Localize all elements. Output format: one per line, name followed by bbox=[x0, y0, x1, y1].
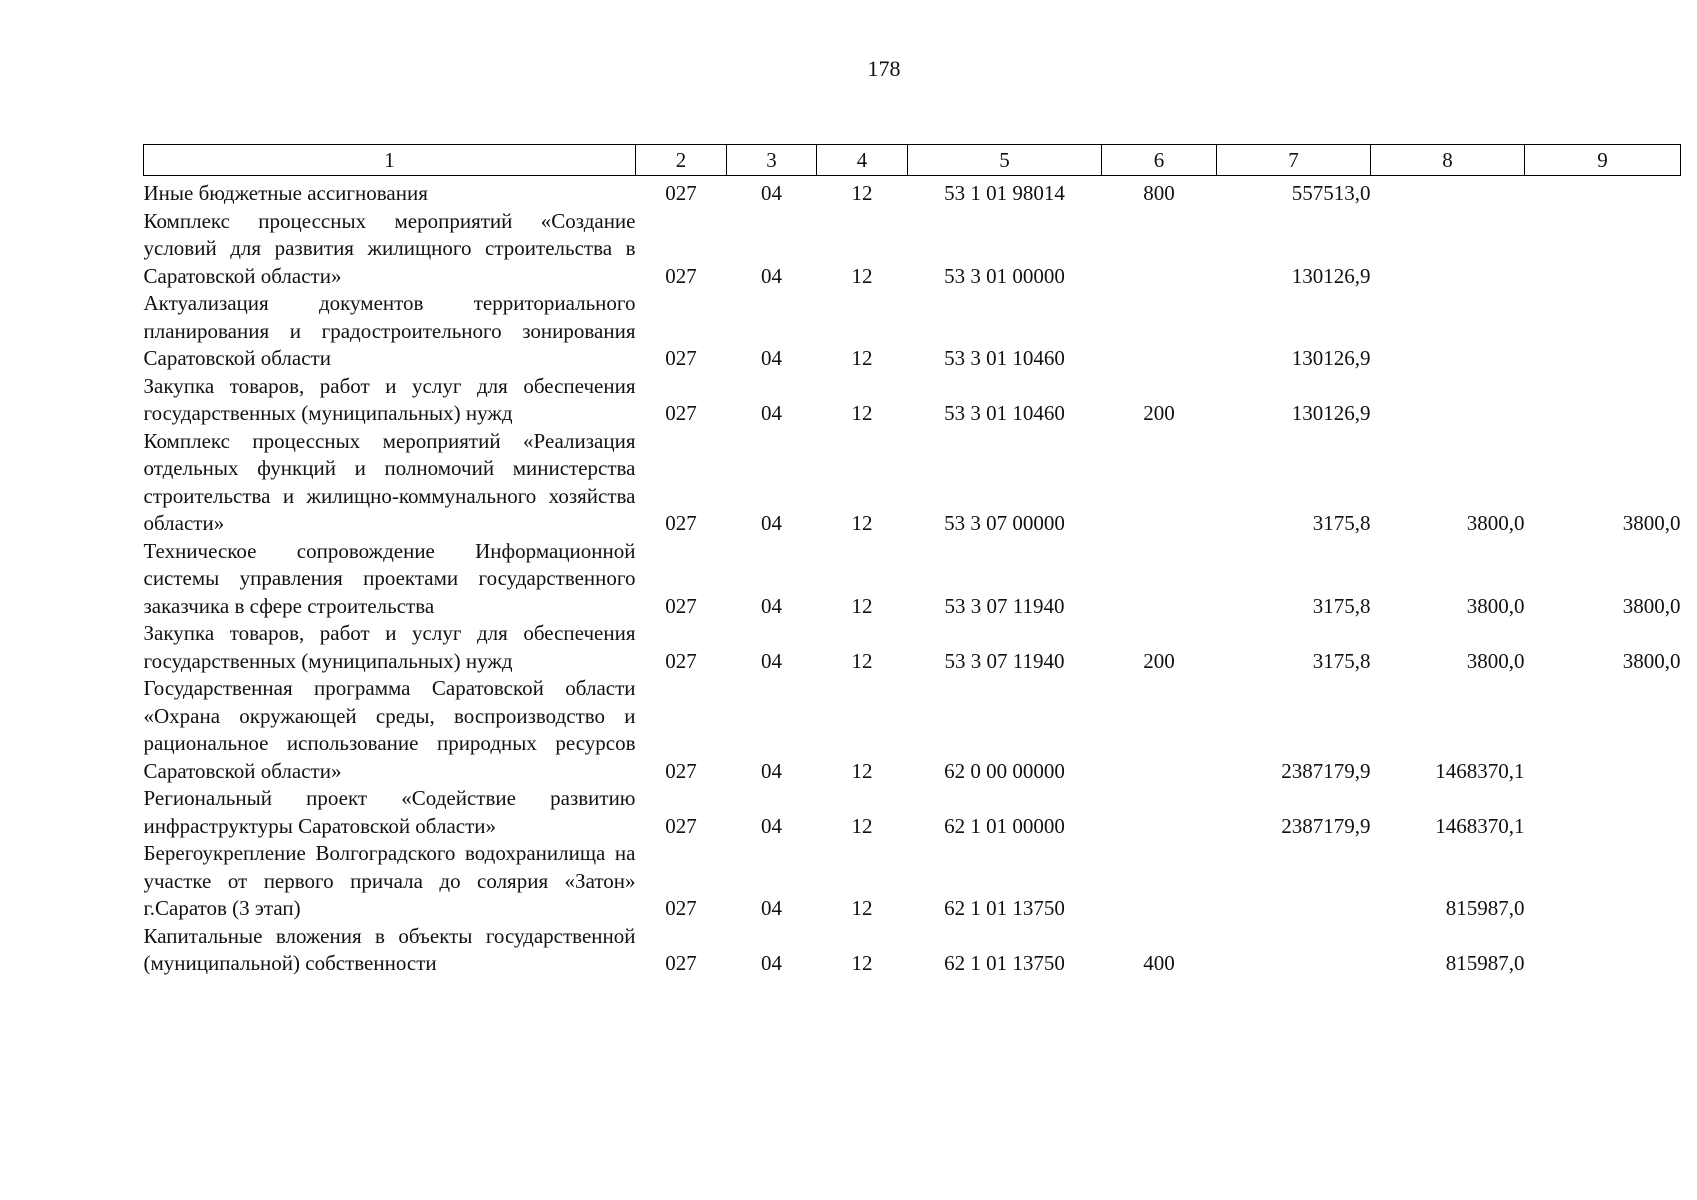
amount-col9-cell bbox=[1525, 675, 1681, 785]
ministry-code-cell: 027 bbox=[665, 758, 697, 783]
item-name-cell: Капитальные вложения в объекты государственной (муниципальной) собственности bbox=[143, 923, 636, 975]
table-row bbox=[144, 428, 1681, 538]
table-row bbox=[144, 538, 1681, 621]
expense-type-cell bbox=[1102, 290, 1217, 373]
table-row bbox=[144, 923, 1681, 978]
item-name-cell: Закупка товаров, работ и услуг для обеспечения государственных (муниципальных) нужд bbox=[143, 373, 636, 425]
header-row bbox=[144, 145, 1681, 176]
item-name-cell: Закупка товаров, работ и услуг для обеспечения государственных (муниципальных) нужд bbox=[143, 621, 636, 673]
amount-col7-cell: 2387179,9 bbox=[1281, 813, 1371, 838]
section-cell: 04 bbox=[761, 346, 782, 370]
item-name-cell: Техническое сопровождение Информационной системы управления проектами государственного заказчика в сфере строительства bbox=[143, 538, 636, 618]
section-cell: 04 bbox=[761, 401, 782, 425]
amount-col8-cell: 3800,0 bbox=[1466, 593, 1525, 618]
expense-type-cell: 400 bbox=[1143, 951, 1175, 975]
expense-type-cell bbox=[1102, 538, 1217, 621]
target-article-cell: 62 1 01 13750 bbox=[944, 951, 1065, 975]
ministry-code-cell: 027 bbox=[665, 346, 697, 370]
target-article-cell: 53 3 01 10460 bbox=[944, 401, 1065, 425]
section-cell: 04 bbox=[761, 593, 782, 618]
item-name-cell: Региональный проект «Содействие развитию инфраструктуры Саратовской области» bbox=[143, 786, 636, 838]
amount-col7-cell bbox=[1217, 840, 1371, 923]
target-article-cell: 53 3 07 11940 bbox=[944, 648, 1065, 673]
amount-col7-cell: 3175,8 bbox=[1312, 648, 1371, 673]
amount-col8-cell: 1468370,1 bbox=[1435, 758, 1525, 783]
target-article-cell: 53 3 07 11940 bbox=[944, 593, 1065, 618]
amount-col8-cell: 3800,0 bbox=[1466, 648, 1525, 673]
column-header: 3 bbox=[727, 145, 817, 176]
amount-col9-cell: 3800,0 bbox=[1622, 593, 1681, 618]
amount-col8-cell bbox=[1371, 373, 1525, 428]
column-header: 5 bbox=[908, 145, 1102, 176]
amount-col7-cell bbox=[1217, 923, 1371, 978]
column-header: 7 bbox=[1217, 145, 1371, 176]
table-row bbox=[144, 620, 1681, 675]
table-row bbox=[144, 290, 1681, 373]
target-article-cell: 62 1 01 13750 bbox=[944, 896, 1065, 920]
budget-table bbox=[143, 144, 1681, 978]
ministry-code-cell: 027 bbox=[665, 511, 697, 535]
item-name-cell: Иные бюджетные ассигнования bbox=[143, 181, 428, 205]
section-cell: 04 bbox=[761, 648, 782, 673]
amount-col7-cell: 130126,9 bbox=[1291, 263, 1371, 288]
expense-type-cell bbox=[1102, 208, 1217, 291]
column-header: 4 bbox=[817, 145, 908, 176]
expense-type-cell bbox=[1102, 785, 1217, 840]
column-header: 6 bbox=[1102, 145, 1217, 176]
table-row bbox=[144, 675, 1681, 785]
amount-col7-cell: 3175,8 bbox=[1312, 511, 1371, 535]
expense-type-cell: 200 bbox=[1143, 648, 1175, 673]
target-article-cell: 53 3 01 10460 bbox=[944, 346, 1065, 370]
item-name-cell: Комплекс процессных мероприятий «Создание условий для развития жилищного строительства в Саратовской области» bbox=[143, 208, 636, 288]
section-cell: 04 bbox=[761, 511, 782, 535]
column-header: 9 bbox=[1525, 145, 1681, 176]
page-number: 178 bbox=[867, 56, 901, 81]
amount-col8-cell: 815987,0 bbox=[1445, 951, 1525, 975]
target-article-cell: 53 1 01 98014 bbox=[944, 181, 1065, 205]
amount-col8-cell bbox=[1371, 176, 1525, 208]
amount-col9-cell bbox=[1525, 290, 1681, 373]
column-header: 1 bbox=[144, 145, 636, 176]
amount-col8-cell bbox=[1371, 208, 1525, 291]
amount-col8-cell: 1468370,1 bbox=[1435, 813, 1525, 838]
expense-type-cell bbox=[1102, 675, 1217, 785]
amount-col8-cell: 815987,0 bbox=[1445, 896, 1525, 920]
expense-type-cell bbox=[1102, 428, 1217, 538]
ministry-code-cell: 027 bbox=[665, 951, 697, 975]
table-row bbox=[144, 785, 1681, 840]
expense-type-cell: 200 bbox=[1143, 401, 1175, 425]
amount-col8-cell: 3800,0 bbox=[1466, 511, 1525, 535]
subsection-cell: 12 bbox=[851, 813, 873, 838]
subsection-cell: 12 bbox=[851, 181, 873, 205]
table-row bbox=[144, 840, 1681, 923]
section-cell: 04 bbox=[761, 896, 782, 920]
ministry-code-cell: 027 bbox=[665, 648, 697, 673]
section-cell: 04 bbox=[761, 758, 782, 783]
amount-col7-cell: 130126,9 bbox=[1291, 401, 1371, 425]
subsection-cell: 12 bbox=[851, 758, 873, 783]
subsection-cell: 12 bbox=[851, 896, 873, 920]
ministry-code-cell: 027 bbox=[665, 181, 697, 205]
amount-col8-cell bbox=[1371, 290, 1525, 373]
amount-col7-cell: 2387179,9 bbox=[1281, 758, 1371, 783]
ministry-code-cell: 027 bbox=[665, 896, 697, 920]
target-article-cell: 53 3 01 00000 bbox=[944, 263, 1065, 288]
amount-col9-cell: 3800,0 bbox=[1622, 511, 1681, 535]
subsection-cell: 12 bbox=[851, 951, 873, 975]
subsection-cell: 12 bbox=[851, 511, 873, 535]
item-name-cell: Комплекс процессных мероприятий «Реализация отдельных функций и полномочий министерства строительства и жилищно-коммунального хозяйства области» bbox=[143, 428, 636, 535]
subsection-cell: 12 bbox=[851, 263, 873, 288]
table-row bbox=[144, 208, 1681, 291]
table-row bbox=[144, 373, 1681, 428]
target-article-cell: 62 1 01 00000 bbox=[944, 813, 1065, 838]
amount-col9-cell bbox=[1525, 373, 1681, 428]
subsection-cell: 12 bbox=[851, 648, 873, 673]
target-article-cell: 53 3 07 00000 bbox=[944, 511, 1065, 535]
amount-col9-cell bbox=[1525, 785, 1681, 840]
item-name-cell: Актуализация документов территориального планирования и градостроительного зонирования Саратовской области bbox=[143, 291, 636, 370]
amount-col9-cell bbox=[1525, 176, 1681, 208]
item-name-cell: Берегоукрепление Волгоградского водохранилища на участке от первого причала до солярия «Затон» г.Саратов (3 этап) bbox=[143, 841, 636, 920]
amount-col9-cell bbox=[1525, 840, 1681, 923]
amount-col9-cell bbox=[1525, 923, 1681, 978]
ministry-code-cell: 027 bbox=[665, 401, 697, 425]
column-header: 8 bbox=[1371, 145, 1525, 176]
table-row bbox=[144, 176, 1681, 208]
amount-col9-cell: 3800,0 bbox=[1622, 648, 1681, 673]
column-header: 2 bbox=[636, 145, 727, 176]
amount-col7-cell: 557513,0 bbox=[1291, 181, 1371, 205]
ministry-code-cell: 027 bbox=[665, 813, 697, 838]
expense-type-cell bbox=[1102, 840, 1217, 923]
ministry-code-cell: 027 bbox=[665, 263, 697, 288]
amount-col7-cell: 130126,9 bbox=[1291, 346, 1371, 370]
subsection-cell: 12 bbox=[851, 593, 873, 618]
subsection-cell: 12 bbox=[851, 346, 873, 370]
section-cell: 04 bbox=[761, 951, 782, 975]
target-article-cell: 62 0 00 00000 bbox=[944, 758, 1065, 783]
section-cell: 04 bbox=[761, 263, 782, 288]
ministry-code-cell: 027 bbox=[665, 593, 697, 618]
section-cell: 04 bbox=[761, 181, 782, 205]
amount-col7-cell: 3175,8 bbox=[1312, 593, 1371, 618]
item-name-cell: Государственная программа Саратовской области «Охрана окружающей среды, воспроизводство и рациональное использование природных ресурсов Саратовской области» bbox=[143, 676, 636, 783]
subsection-cell: 12 bbox=[851, 401, 873, 425]
section-cell: 04 bbox=[761, 813, 782, 838]
amount-col9-cell bbox=[1525, 208, 1681, 291]
expense-type-cell: 800 bbox=[1143, 181, 1175, 205]
